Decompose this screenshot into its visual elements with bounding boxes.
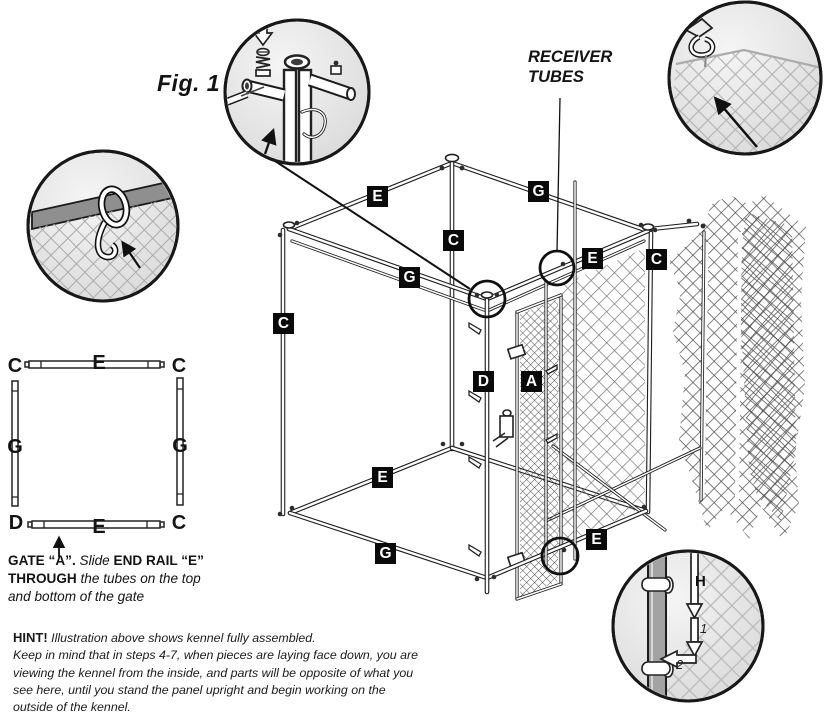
inset-chain-tie [668,2,826,160]
gate-instruction-verb: Slide [79,553,110,568]
hinge-step-2-number: 2 [676,657,684,672]
hint-title: HINT! [13,630,48,645]
marker-c-left-post: C [273,313,294,334]
hint-intro: Illustration above shows kennel fully assembled. [51,631,316,645]
hint-first-line [13,629,427,647]
marker-c-right-post: C [646,249,667,270]
marker-e-top-left-rail: E [367,186,388,207]
hinge-pin-part-label: H [695,573,706,590]
gate-instruction-text [8,552,224,606]
marker-e-bottom-left-rail: E [372,467,393,488]
marker-e-bottom-right-rail: E [586,529,607,550]
hint-block [13,629,427,717]
marker-g-front-left-rail: G [399,267,420,288]
inset-hinge-pin [613,551,766,704]
gate-diagram-letter-c-top-left: C [7,355,23,377]
marker-d-front-post: D [473,371,494,392]
gate-instruction-rest: the tubes on the top and bottom of the gate [8,570,201,604]
gate-diagram-letter-d-bottom-left: D [8,512,24,534]
receiver-tubes-label: RECEIVER TUBES [528,48,613,87]
gate-instruction-lead: GATE “A”. [8,553,76,568]
gate-diagram-letter-e-bottom-rail: E [92,516,106,538]
figure-label: Fig. 1 [157,70,221,96]
gate-diagram-letter-g-left-rail: G [7,436,23,458]
gate-instruction-object: END RAIL “E” THROUGH [8,553,204,586]
gate-diagram-letter-c-bottom-right: C [171,512,187,534]
gate-latch [493,410,513,447]
marker-c-back-post: C [443,230,464,251]
gate-diagram-letter-c-top-right: C [171,355,187,377]
marker-g-top-right-rail: G [528,181,549,202]
marker-a-gate: A [521,371,542,392]
gate-diagram-letter-e-top-rail: E [92,352,106,374]
marker-g-bottom-front-rail: G [375,543,396,564]
hinge-step-1-number: 1 [700,621,708,636]
marker-e-front-right-rail: E [582,248,603,269]
loose-chain-link-panel [669,195,806,541]
hint-body: Keep in mind that in steps 4-7, when pieces are laying face down, you are viewing the kennel from the inside, and parts will be opposite of what you see here, until you stand the panel upright and begin working on the outside of the kennel. [13,648,419,715]
inset-corner-connector [224,20,369,164]
inset-wire-tie [28,151,180,302]
gate-diagram-letter-g-right-rail: G [172,435,188,457]
